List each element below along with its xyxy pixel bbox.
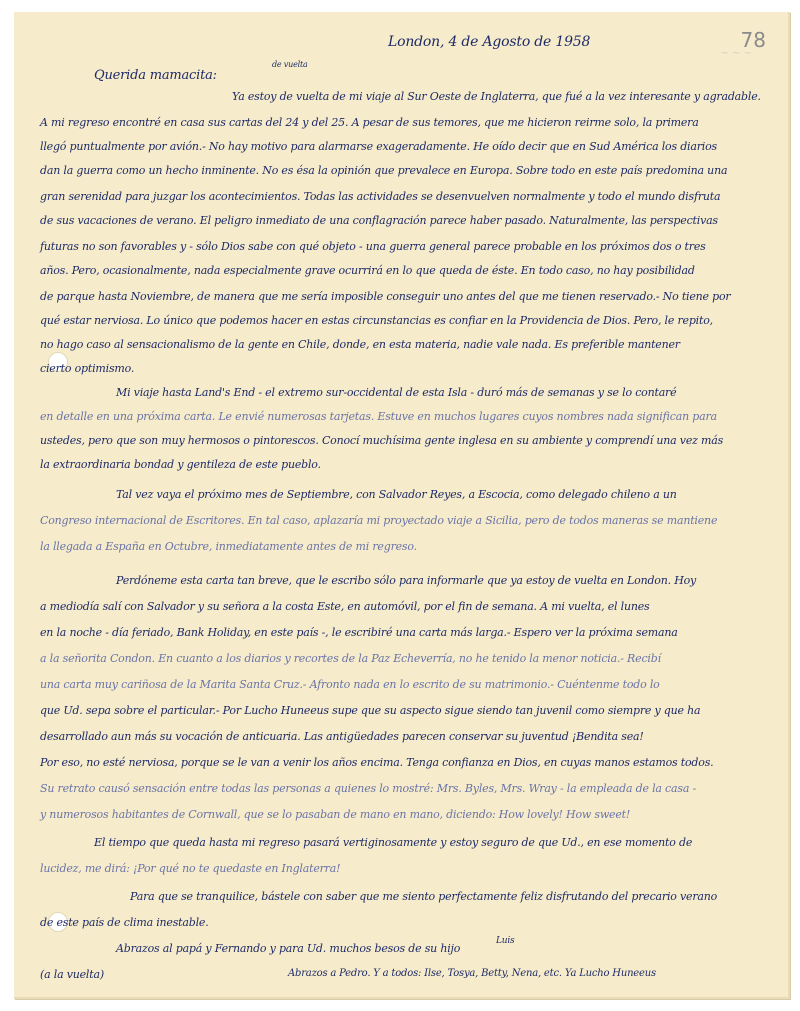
place-date: London, 4 de Agosto de 1958 (388, 34, 591, 50)
page-number: 78 (740, 28, 766, 52)
letter-line: no hago caso al sensacionalismo de la gente en Chile, donde, en esta materia, nadie vale nada. Es preferible mantener (40, 338, 680, 351)
letter-line: Abrazos al papá y Fernando y para Ud. muchos besos de su hijo (116, 942, 461, 955)
letter-line: Mi viaje hasta Land's End - el extremo sur-occidental de esta Isla - duró más de semanas y se lo contaré (116, 386, 677, 399)
letter-line: en detalle en una próxima carta. Le envié numerosas tarjetas. Estuve en muchos lugares cuyos nombres nada significan para (40, 410, 717, 423)
letter-line: a mediodía salí con Salvador y su señora a la costa Este, en automóvil, por el fin de semana. A mi vuelta, el lunes (40, 600, 650, 613)
insertion-note: de vuelta (272, 60, 308, 69)
letter-line: futuras no son favorables y - sólo Dios sabe con qué objeto - una guerra general parece probable en los próximos dos o tres (40, 240, 706, 253)
bleed-through-text: ~ ~ ~ (720, 48, 752, 59)
letter-line: llegó puntualmente por avión.- No hay motivo para alarmarse exageradamente. He oído decir que en Sud América los diarios (40, 140, 717, 153)
letter-line: Congreso internacional de Escritores. En tal caso, aplazaría mi proyectado viaje a Sicilia, pero de todos maneras se mantiene (40, 514, 718, 527)
letter-line: dan la guerra como un hecho inminente. No es ésa la opinión que prevalece en Europa. Sobre todo en este país predomina una (40, 164, 728, 177)
letter-line: de este país de clima inestable. (40, 916, 209, 929)
letter-page (14, 12, 790, 999)
letter-line: A mi regreso encontré en casa sus cartas del 24 y del 25. A pesar de sus temores, que me hicieron reirme solo, la primera (40, 116, 699, 129)
letter-line: Ya estoy de vuelta de mi viaje al Sur Oeste de Inglaterra, que fué a la vez interesante y agradable. (232, 90, 761, 103)
letter-line: de parque hasta Noviembre, de manera que me sería imposible conseguir uno antes del que me tienen reservado.- No tiene por (40, 290, 731, 303)
letter-line: que Ud. sepa sobre el particular.- Por Lucho Huneeus supe que su aspecto sigue siendo tan juvenil como siempre y que ha (40, 704, 701, 717)
letter-line: Por eso, no esté nerviosa, porque se le van a venir los años encima. Tenga confianza en Dios, en cuyas manos estamos todos. (40, 756, 714, 769)
letter-line: Tal vez vaya el próximo mes de Septiembre, con Salvador Reyes, a Escocia, como delegado chileno a un (116, 488, 677, 501)
postscript: Abrazos a Pedro. Y a todos: Ilse, Tosya, Betty, Nena, etc. Ya Lucho Huneeus (288, 968, 656, 979)
letter-line: en la noche - día feriado, Bank Holiday, en este país -, le escribiré una carta más larga.- Espero ver la próxima semana (40, 626, 678, 639)
signature: Luis (496, 936, 515, 946)
letter-line: de sus vacaciones de verano. El peligro inmediato de una conflagración parece haber pasado. Naturalmente, las perspectivas (40, 214, 718, 227)
salutation: Querida mamacita: (94, 68, 217, 83)
letter-line: la extraordinaria bondad y gentileza de este pueblo. (40, 458, 321, 471)
letter-line: Para que se tranquilice, bástele con saber que me siento perfectamente feliz disfrutando del precario verano (130, 890, 718, 903)
letter-line: años. Pero, ocasionalmente, nada especialmente grave ocurrirá en lo que queda de éste. En todo caso, no hay posibilidad (40, 264, 695, 277)
letter-line: qué estar nerviosa. Lo único que podemos hacer en estas circunstancias es confiar en la Providencia de Dios. Pero, le repito, (40, 314, 713, 327)
letter-line: cierto optimismo. (40, 362, 135, 375)
letter-line: ustedes, pero que son muy hermosos o pintorescos. Conocí muchísima gente inglesa en su ambiente y comprendí una vez más (40, 434, 724, 447)
letter-line: la llegada a España en Octubre, inmediatamente antes de mi regreso. (40, 540, 417, 553)
overleaf-note: (a la vuelta) (40, 968, 104, 981)
letter-line: una carta muy cariñosa de la Marita Santa Cruz.- Afronto nada en lo escrito de su matrimonio.- Cuéntenme todo lo (40, 678, 660, 691)
letter-line: lucidez, me dirá: ¡Por qué no te quedaste en Inglaterra! (40, 862, 341, 875)
letter-line: y numerosos habitantes de Cornwall, que se lo pasaban de mano en mano, diciendo: How lovely! How sweet! (40, 808, 631, 821)
letter-line: gran serenidad para juzgar los acontecimientos. Todas las actividades se desenvuelven normalmente y todo el mundo disfruta (40, 190, 721, 203)
letter-line: a la señorita Condon. En cuanto a los diarios y recortes de la Paz Echeverría, no he tenido la menor noticia.- Recibí (40, 652, 661, 665)
letter-line: Perdóneme esta carta tan breve, que le escribo sólo para informarle que ya estoy de vuelta en London. Hoy (116, 574, 697, 587)
letter-line: Su retrato causó sensación entre todas las personas a quienes lo mostré: Mrs. Byles, Mrs. Wray - la empleada de la casa - (40, 782, 696, 795)
letter-line: El tiempo que queda hasta mi regreso pasará vertiginosamente y estoy seguro de que Ud., en ese momento de (94, 836, 693, 849)
letter-line: desarrollado aun más su vocación de anticuaria. Las antigüedades parecen conservar su juventud ¡Bendita sea! (40, 730, 644, 743)
